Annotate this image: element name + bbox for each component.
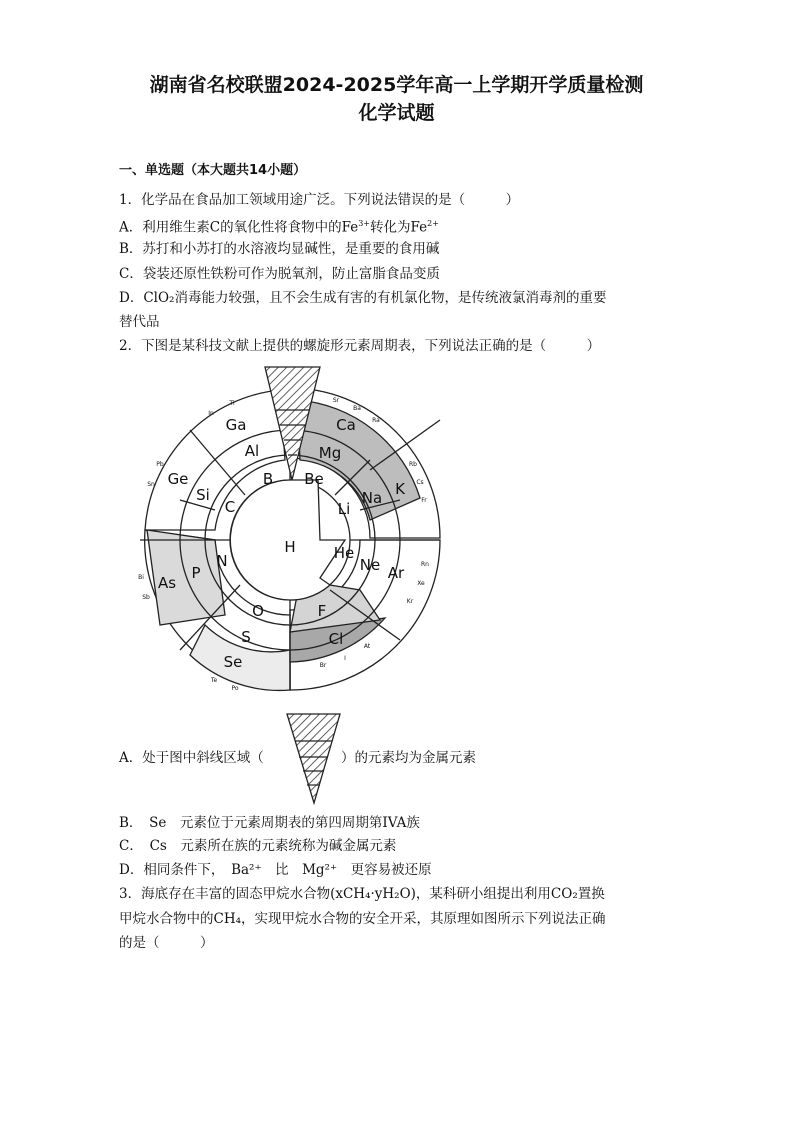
section-heading: 一、单选题（本大题共14小题） — [119, 163, 307, 178]
spiral-periodic-table — [120, 360, 450, 700]
svg-text:In: In — [208, 410, 214, 417]
q2-option-c: C． Cs 元素所在族的元素统称为碱金属元素 — [119, 838, 397, 854]
svg-text:Cs: Cs — [416, 479, 424, 486]
el-r3-1: Ca — [336, 416, 356, 434]
el-r1-7: F — [317, 602, 327, 620]
el-r2-6: S — [241, 628, 251, 646]
svg-text:Br: Br — [319, 662, 327, 669]
el-r1-6: O — [252, 602, 264, 620]
q1-option-b: B．苏打和小苏打的水溶液均显碱性，是重要的食用碱 — [119, 241, 440, 257]
el-r3-4: As — [157, 574, 177, 592]
q2-option-d: D．相同条件下， Ba²⁺ 比 Mg²⁺ 更容易被还原 — [119, 862, 432, 878]
svg-text:At: At — [363, 643, 371, 650]
svg-text:Fr: Fr — [421, 497, 427, 504]
el-r1-4: C — [224, 498, 236, 516]
el-r1-5: N — [216, 552, 228, 570]
el-r2-0: Ar — [387, 564, 405, 582]
q2-option-a-cont: ）的元素均为金属元素 — [341, 750, 476, 766]
q2-option-b: B． Se 元素位于元素周期表的第四周期第IVA族 — [119, 815, 420, 831]
q3-stem-line1: 3．海底存在丰富的固态甲烷水合物(xCH₄·yH₂O)，某科研小组提出利用CO₂置换 — [119, 886, 605, 902]
q2-stem: 2．下图是某科技文献上提供的螺旋形元素周期表，下列说法正确的是（ ） — [119, 338, 601, 354]
svg-text:Xe: Xe — [417, 580, 425, 587]
svg-text:Sn: Sn — [147, 481, 155, 488]
svg-text:Bi: Bi — [138, 574, 144, 581]
el-r2-2: Mg — [318, 444, 342, 462]
el-r1-3: B — [262, 470, 274, 488]
svg-text:Rb: Rb — [409, 461, 417, 468]
q3-stem-line2: 甲烷水合物中的CH₄，实现甲烷水合物的安全开采，其原理如图所示下列说法正确 — [119, 911, 606, 927]
svg-text:Rn: Rn — [421, 561, 429, 568]
q3-stem-line3: 的是（ ） — [119, 935, 214, 951]
q1-option-d-cont: 替代品 — [119, 314, 160, 330]
q1-option-c: C．袋装还原性铁粉可作为脱氧剂，防止富脂食品变质 — [119, 266, 440, 282]
q1-option-a: A．利用维生素C的氧化性将食物中的$Fe^{3+}$转化为$Fe^{2+}$ — [119, 219, 439, 236]
el-r2-3: Al — [244, 442, 260, 460]
svg-text:Sr: Sr — [332, 397, 340, 404]
svg-text:Ra: Ra — [372, 417, 380, 424]
el-r3-3: Ge — [167, 470, 189, 488]
el-r2-4: Si — [196, 486, 210, 504]
el-r3-2: Ga — [225, 416, 247, 434]
q2-option-a: A．处于图中斜线区域（ — [119, 750, 264, 766]
el-r2-1: Na — [361, 489, 383, 507]
svg-text:Kr: Kr — [406, 598, 414, 605]
svg-text:Ba: Ba — [353, 405, 361, 412]
el-r1-2: Be — [304, 470, 324, 488]
svg-text:Sb: Sb — [142, 594, 150, 601]
el-center: H — [284, 538, 296, 556]
q1-option-d: D．ClO₂消毒能力较强，且不会生成有害的有机氯化物，是传统液氯消毒剂的重要 — [119, 290, 607, 306]
el-r1-8: Ne — [359, 556, 381, 574]
q1-stem: 1．化学品在食品加工领域用途广泛。下列说法错误的是（ ） — [119, 192, 520, 208]
svg-text:I: I — [344, 655, 346, 662]
svg-text:Po: Po — [231, 685, 239, 692]
svg-text:Tl: Tl — [229, 400, 235, 407]
el-r2-7: Cl — [328, 630, 344, 648]
hatched-wedge-symbol — [286, 713, 342, 805]
el-r1-0: He — [333, 544, 355, 562]
svg-text:Te: Te — [210, 677, 218, 684]
el-r3-5: Se — [223, 653, 243, 671]
el-r1-1: Li — [337, 500, 351, 518]
paper-subtitle: 化学试题 — [358, 102, 435, 124]
el-r3-0: K — [395, 480, 405, 498]
paper-title: 湖南省名校联盟2024-2025学年高一上学期开学质量检测 — [149, 74, 644, 96]
svg-text:Pb: Pb — [156, 461, 164, 468]
el-r2-5: P — [191, 564, 201, 582]
